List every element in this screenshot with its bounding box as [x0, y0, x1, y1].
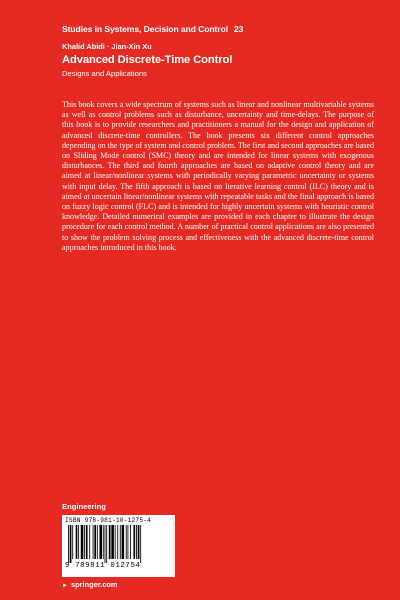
- barcode-bar: [99, 525, 102, 559]
- barcode-bar: [81, 525, 84, 559]
- barcode-bar: [120, 525, 121, 559]
- barcode-bar: [93, 525, 94, 559]
- website-label: springer.com: [71, 580, 118, 589]
- barcode-bar: [136, 525, 137, 559]
- barcode-bar: [97, 525, 98, 559]
- cover-header: [62, 24, 392, 78]
- barcode-bar: [72, 525, 73, 559]
- barcode-bar: [105, 525, 106, 563]
- barcode-bar: [86, 525, 88, 559]
- barcode-bar: [130, 525, 131, 559]
- barcode-bar: [138, 525, 140, 559]
- subject-category: Engineering: [62, 502, 106, 511]
- series-line: [62, 24, 392, 34]
- isbn-label: ISBN 978-981-10-1275-4: [65, 517, 152, 524]
- barcode-bar: [76, 525, 78, 559]
- barcode-bar: [111, 525, 114, 559]
- barcode-bar: [133, 525, 135, 559]
- publisher-website[interactable]: [62, 580, 117, 589]
- barcode-bar: [140, 525, 141, 563]
- barcode-bar: [94, 525, 96, 559]
- barcode-bar: [115, 525, 116, 559]
- barcode-bar: [128, 525, 129, 559]
- barcode-bar: [70, 525, 72, 563]
- book-title: Advanced Discrete-Time Control: [62, 54, 233, 66]
- barcode-bar: [68, 525, 69, 563]
- barcode-bar: [126, 525, 127, 559]
- isbn-barcode-box: [62, 515, 175, 577]
- barcode-bar: [109, 525, 111, 559]
- arrow-right-icon: ►: [62, 583, 68, 589]
- barcode-bar: [106, 525, 107, 563]
- barcode-bar: [89, 525, 90, 559]
- book-description: [62, 100, 374, 253]
- barcode-digits: 9 789811 012754: [65, 562, 141, 570]
- barcode-bar: [103, 525, 104, 559]
- barcode-bar: [122, 525, 125, 559]
- barcode-bar: [78, 525, 79, 559]
- barcode-bar: [84, 525, 85, 559]
- barcode-icon: [65, 525, 172, 563]
- book-subtitle: Designs and Applications: [62, 69, 147, 78]
- book-authors: Khalid Abidi · Jian-Xin Xu: [62, 42, 152, 51]
- barcode-bar: [117, 525, 118, 559]
- description-paragraph: This book covers a wide spectrum of systems such as linear and nonlinear multivariable systems as well as control problems such as disturbance, uncertainty and time-delays. The purpose of this book is to provide researchers and practitioners a manual for the design and application of advanced discrete-time controllers. The book presents six different control approaches depending on the type of system and control problem. The first and second approaches are based on Sliding Mode control (SMC) theory and are intended for linear systems with exogenous disturbances. The third and fourth approaches are based on adaptive control theory and are aimed at linear/nonlinear systems with periodically varying parametric uncertainty or systems with input delay. The fifth approach is based on Iterative learning control (ILC) theory and is aimed at uncertain linear/nonlinear systems with repeatable tasks and the final approach is based on fuzzy logic control (FLC) and is intended for highly uncertain systems with heuristic control knowledge. Detailed numerical examples are provided in each chapter to illustrate the design procedure for each control method. A number of practical control applications are also presented to show the problem solving process and effectiveness with the advanced discrete-time control approaches introduced in this book.: [62, 100, 374, 252]
- series-name: Studies in Systems, Decision and Control: [62, 24, 228, 34]
- series-number: 23: [234, 24, 244, 34]
